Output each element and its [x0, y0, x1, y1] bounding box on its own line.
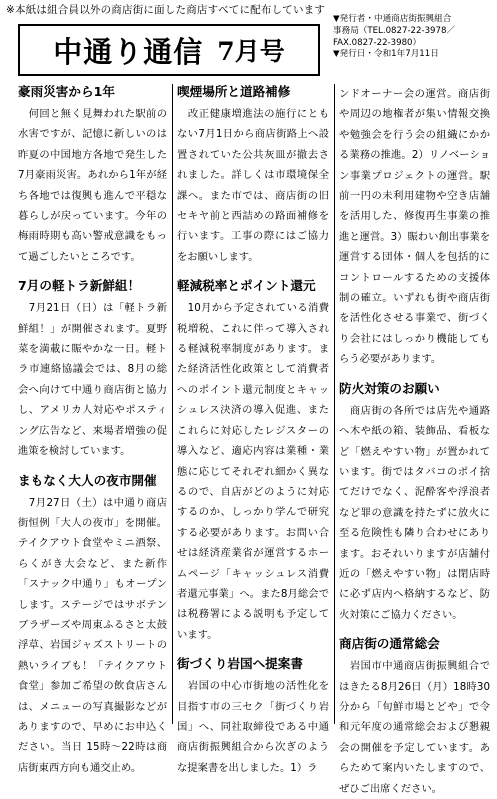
article-body: 何回と無く見舞われた駅前の水害ですが、記憶に新しいのは昨夏の中国地方各地で発生した7月豪雨災害。あれから1年が経ち各地では復興も進んで平穏な暮らしが戻っています。今年の梅雨時期も高い警戒意識をもって過ごしたいところです。 [18, 108, 167, 263]
column-3 [339, 84, 490, 795]
article-body: 10月から予定されている消費税増税、これに伴って導入される軽減税率制度があります。また経済活性化政策として消費者へのポイント還元制度とキャッシュレス決済の導入促進、またこれらに対応したレジスターの導入など、適応内容は業種・業態に応じてそれぞれ細かく異なるので、自店がどのように対応するのか、しっかり学んで研究する必要があります。お問い合せは経済産業省が運営するホームページ「キャッシュレス消費者還元事業」へ。また8月総会では税務署による説明も予定しています。 [177, 302, 329, 641]
publisher-line: ▼発行日・令和1年7月11日 [333, 49, 439, 60]
article-heading: 豪雨災害から1年 [18, 84, 115, 99]
distribution-notice: ※本紙は組合員以外の商店街に面した商店すべてに配布しています [6, 4, 326, 16]
publisher-line: 事務局（TEL.0827-22-3978／ [333, 25, 456, 36]
article-body: 7月27日（土）は中通り商店街恒例「大人の夜市」を開催。テイクアウト食堂やミニ酒祭、らくがき大会など、また新作「スナック中通り」もオープンします。ステージではサボテンブラザーズや周東ふるさと太鼓浮草、岩国ジャズストリートの熱いライブも！「テイクアウト食堂」参加ご希望の飲食店さんは、メニューの写真撮影などがありますので、早めにお申込ください。当日 15時〜22時は商店街東西方向も通交止め。 [18, 496, 167, 774]
article-heading: 商店街の通常総会 [339, 636, 440, 652]
newsletter-title: 中通り通信 [53, 34, 204, 69]
article-body: 改正健康増進法の施行にともない7月1日から商店街路上へ設置されていた公共灰皿が撤去されました。詳しくは市環境保全課へ。また市では、商店街の旧セキヤ前と西詰めの路面補修を行います。工事の際にはご協力をお願いします。 [177, 108, 329, 263]
article-heading: 街づくり岩国へ提案書 [177, 656, 303, 672]
article-heading: 喫煙場所と道路補修 [177, 84, 291, 99]
article-body-continued: ンドオーナー会の運営。商店街や周辺の地権者が集い情報交換や勉強会を行う会の組織にかかる業務の推進。2）リノベーション事業プロジェクトの運営。駅前一円の未利用建物や空き店舗を活用した、修復再生事業の推進と運営。3）賑わい創出事業を運営する団体・個人を包括的にコントロールするための支援体制の確立。いずれも街や商店街を活性化させる事業で、街づくり会社にはしっかり機能してもらう必要があります。 [339, 88, 490, 366]
column-divider [172, 84, 173, 724]
article-heading: 軽減税率とポイント還元 [177, 278, 316, 294]
article-body: 商店街の各所では店先や通路へ木や紙の箱、装飾品、看板など「燃えやすい物」が置かれています。街ではタバコのポイ捨てだけでなく、泥酔客や浮浪者など罪の意識を持たずに放火に至る危険性も隣り合わせにあります。おそれいりますが店舗付近の「燃えやすい物」は閉店時に必ず店内へ格納するなど、防火対策にご協力ください。 [339, 404, 490, 621]
article-body: 7月21日（日）は「軽トラ新鮮組！」が開催されます。夏野菜を満載に賑やかな一日。軽トラ市連絡協議会では、8月の総会へ向けて中通り商店街と協力し、アメリカ人対応やポスティング広告など、来場者増強の促進策を検討しています。 [18, 302, 167, 458]
publisher-info [333, 14, 490, 61]
article-heading: まもなく大人の夜市開催 [18, 472, 157, 488]
column-2 [177, 84, 329, 774]
publisher-line: FAX.0827-22-3980） [333, 37, 422, 48]
article-body: 岩国の中心市街地の活性化を目指す市の三セク「街づくり岩国」へ、同社取締役である中通商店街振興組合から次ぎのような提案書を出しました。1）ラ [177, 680, 329, 774]
publisher-line: ▼発行者・中通商店街振興組合 [333, 14, 452, 24]
column-1 [18, 84, 167, 774]
issue-label: 7月号 [217, 37, 285, 66]
article-heading: 防火対策のお願い [339, 380, 440, 396]
article-body: 岩国市中通商店街振興組合ではきたる8月26日（月）18時30分から「旬鮮市場とどや」で令和元年度の通常総会および懇親会の開催を予定しています。あらためて案内いたしますので、ぜひご出席ください。 [339, 660, 490, 795]
article-heading: 7月の軽トラ新鮮組！ [18, 278, 141, 294]
masthead [18, 24, 320, 76]
column-divider [334, 84, 335, 724]
